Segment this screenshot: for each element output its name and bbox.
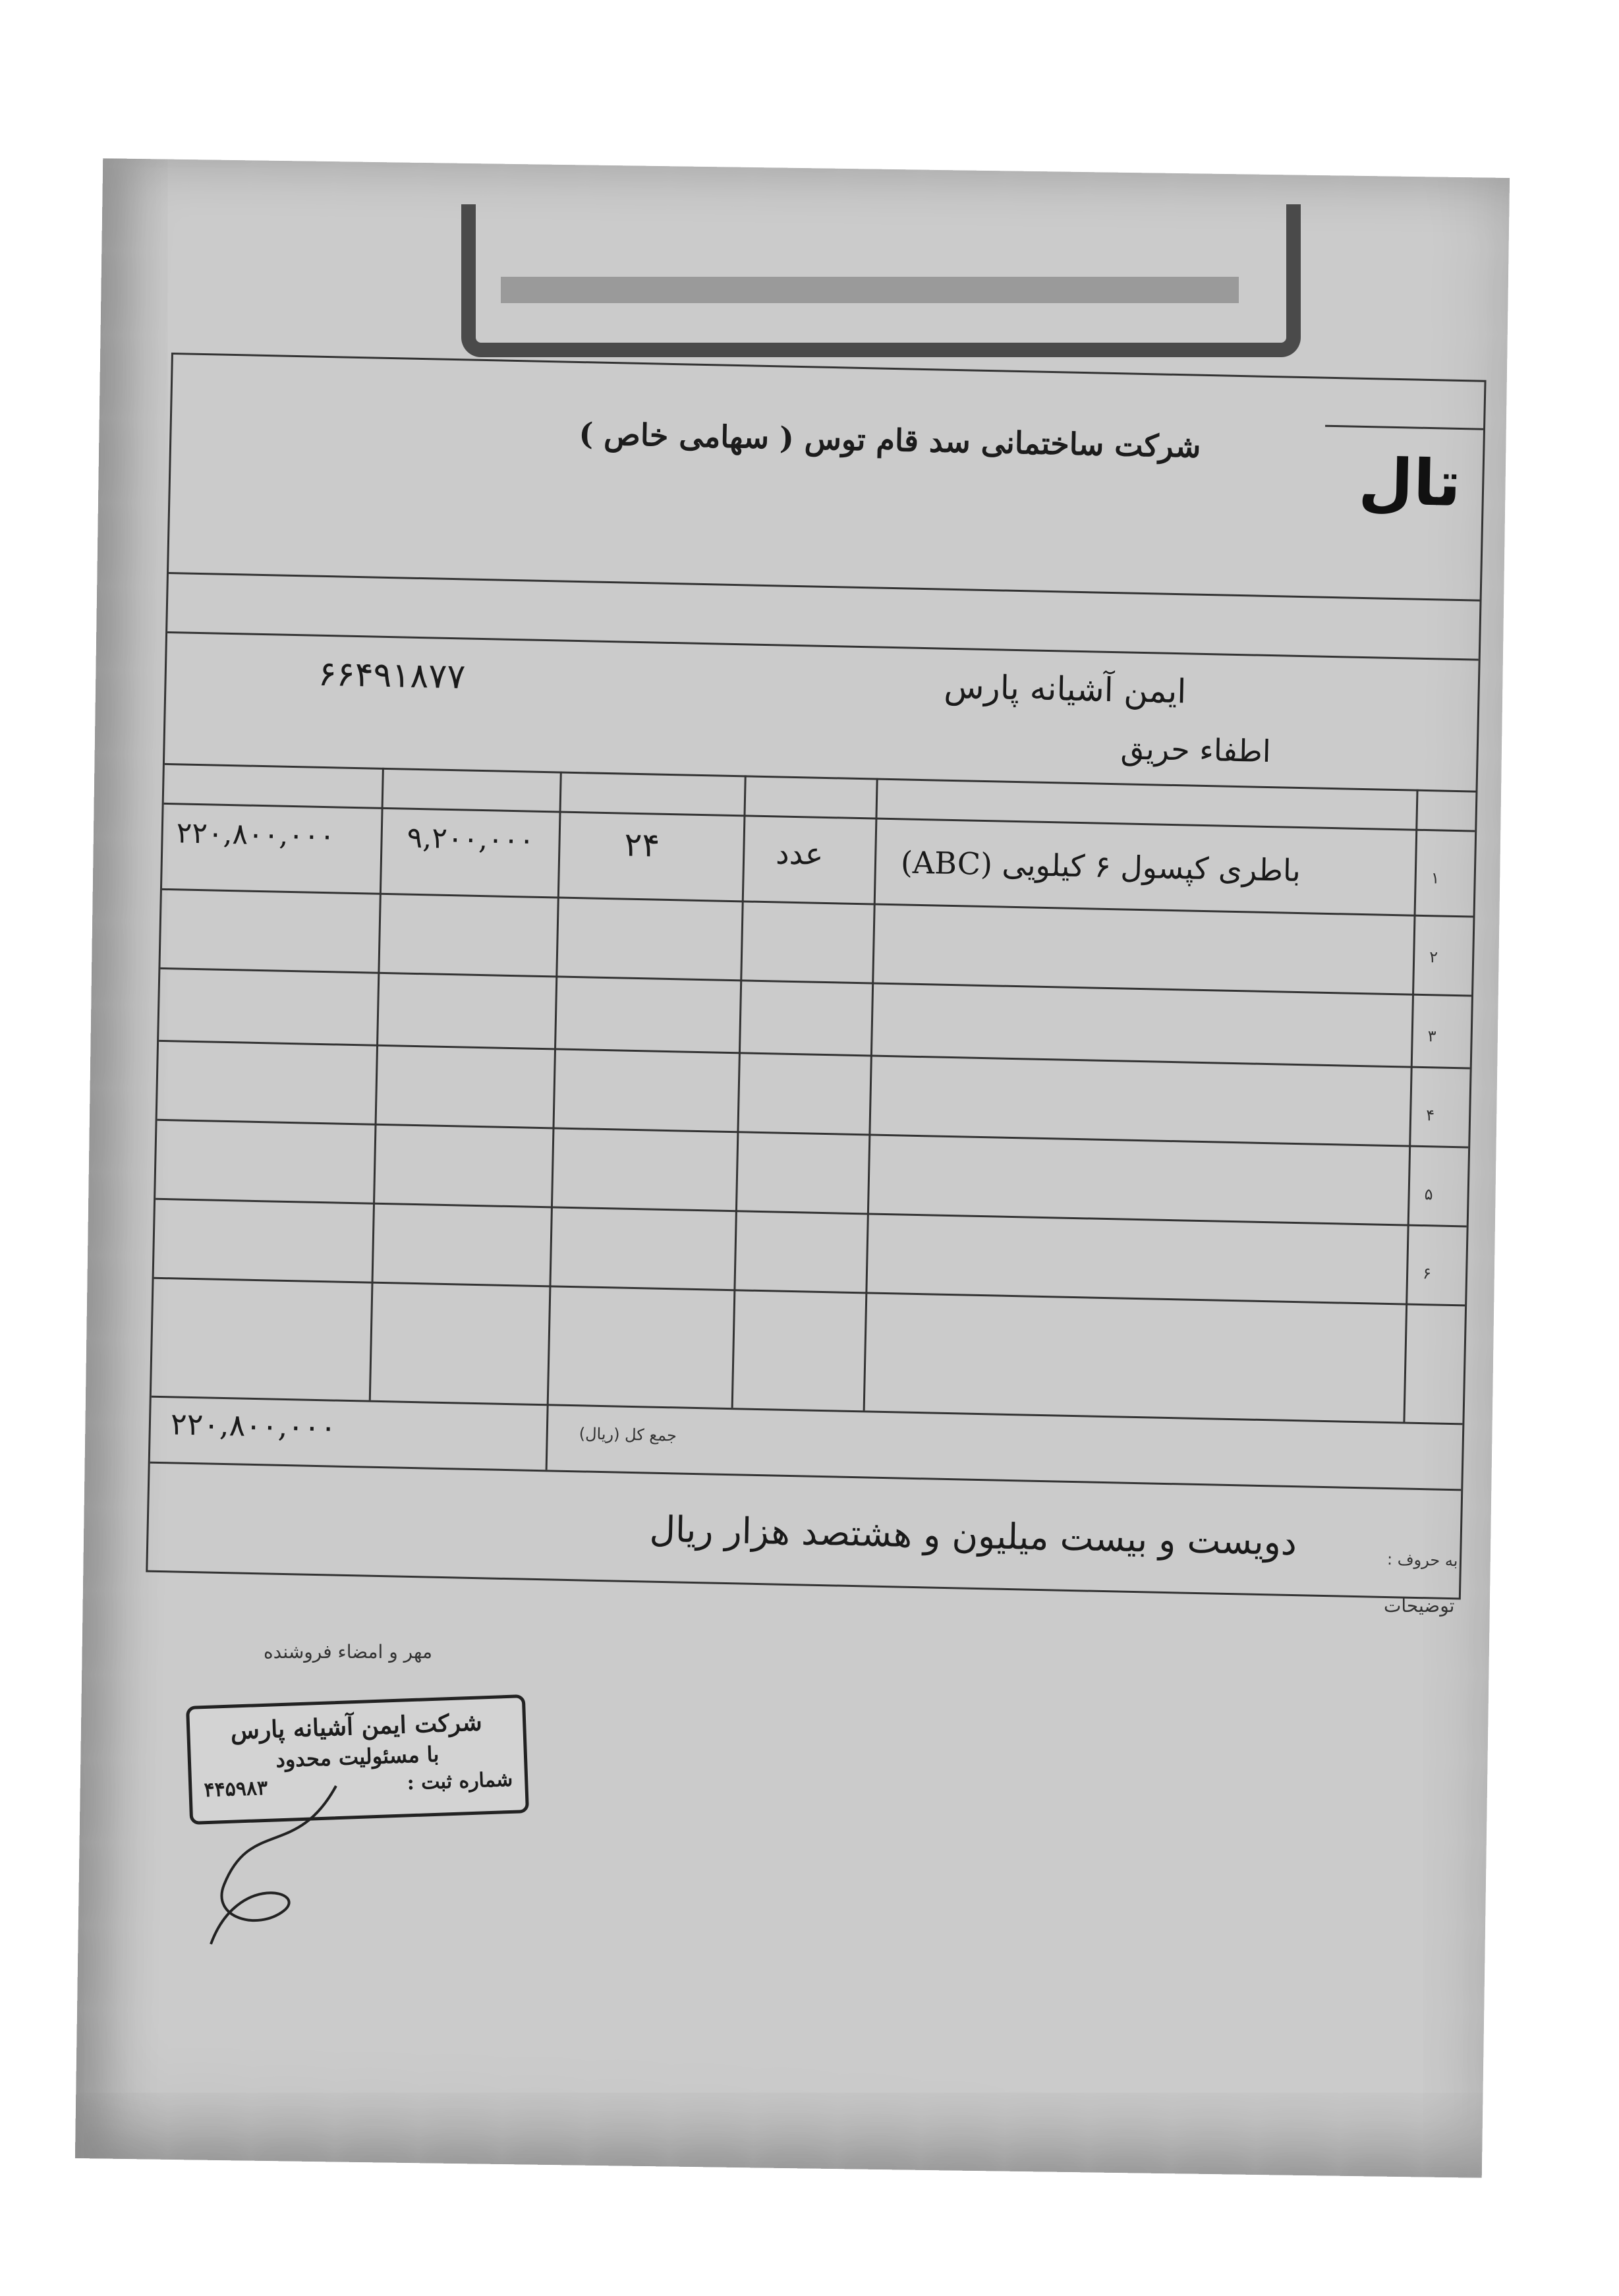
clipboard-clip xyxy=(461,204,1301,357)
signature-label: مهر و امضاء فروشنده xyxy=(264,1641,432,1663)
row-index: ۴ xyxy=(1425,1106,1435,1125)
row-line-2 xyxy=(160,967,1471,997)
row-line-1 xyxy=(162,888,1473,918)
amount-in-words: دویست و بیست میلیون و هشتصد هزار ریال xyxy=(649,1508,1297,1564)
grand-total-value: ۲۲۰,۸۰۰,۰۰۰ xyxy=(170,1406,337,1445)
col-index-border xyxy=(1403,789,1418,1422)
row-line-4 xyxy=(157,1119,1469,1149)
row-description: باطری کپسول ۶ کیلویی (ABC) xyxy=(900,844,1301,889)
row-quantity: ۲۴ xyxy=(623,825,660,865)
row-line-3 xyxy=(159,1040,1470,1070)
handwritten-buyer: ایمن آشیانه پارس xyxy=(944,667,1187,711)
row-index: ۳ xyxy=(1427,1027,1436,1046)
stamp-company-name: شرکت ایمن آشیانه پارس xyxy=(230,1708,483,1745)
stamp-registration-label: شماره ثبت : xyxy=(407,1767,513,1795)
amount-in-words-label: به حروف : xyxy=(1386,1550,1458,1570)
company-name: شرکت ساختمانی سد قام توس ( سهامی خاص ) xyxy=(579,415,1201,465)
total-line xyxy=(150,1462,1462,1491)
handwritten-subject: اطفاء حریق xyxy=(1120,730,1272,770)
row-line-7 xyxy=(152,1396,1463,1425)
signature-scribble xyxy=(198,1776,382,1951)
col-unit-border xyxy=(731,775,747,1408)
row-unit-price: ۹,۲۰۰,۰۰۰ xyxy=(407,820,535,857)
row-unit: عدد xyxy=(775,835,824,872)
row-index: ۵ xyxy=(1424,1185,1433,1204)
col-price-border xyxy=(369,768,384,1400)
company-logo: تال xyxy=(1357,444,1462,521)
row-index: ۲ xyxy=(1429,948,1438,967)
row-total: ۲۲۰,۸۰۰,۰۰۰ xyxy=(176,816,335,853)
row-index: ۶ xyxy=(1422,1264,1432,1283)
table-top xyxy=(165,763,1476,793)
notes-label: توضیحات xyxy=(1384,1595,1455,1617)
header-rule xyxy=(1325,425,1483,430)
row-line-6 xyxy=(154,1277,1465,1307)
stamp-registration-number: ۴۴۵۹۸۳ xyxy=(203,1776,268,1802)
handwritten-phone: ۶۶۴۹۱۸۷۷ xyxy=(318,654,466,697)
header-divider xyxy=(169,572,1480,602)
row-line-5 xyxy=(156,1198,1467,1228)
grand-total-label: جمع کل (ریال) xyxy=(579,1424,677,1445)
col-qty-border xyxy=(546,771,562,1470)
col-desc-border xyxy=(863,778,878,1411)
invoice-form xyxy=(146,353,1486,1599)
table-header-bottom xyxy=(164,803,1475,832)
row-index: ۱ xyxy=(1431,869,1440,888)
stamp-company-type: با مسئولیت محدود xyxy=(275,1741,440,1773)
